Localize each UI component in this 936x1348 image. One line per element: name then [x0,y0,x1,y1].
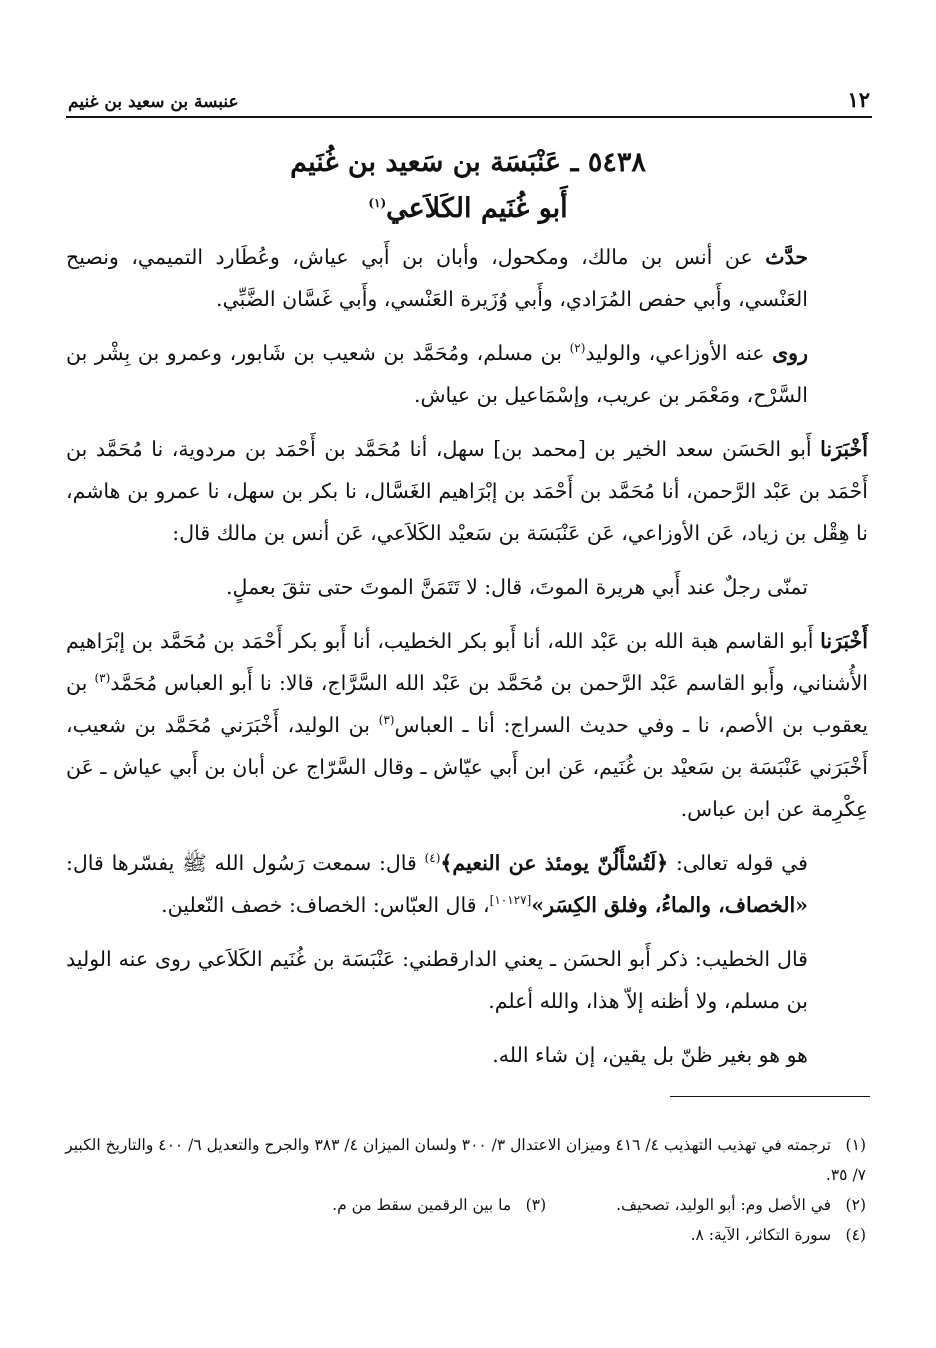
footnote-ref-3a: (٣) [94,671,111,686]
keyword-hadath: حدَّث [765,245,808,269]
footnote-number: (٢) [845,1196,866,1214]
paragraph-text: قال الخطيب: ذكر أَبو الحسَن ـ يعني الدارقطني: عَنْبَسَة بن غُنَيم الكَلاَعي روى عنه الوليد بن مسلم، ولا أظنه إلاّ هذا، والله أعلم. [66,947,808,1013]
entry-title-name: أَبو غُنَيم الكَلاَعي [386,193,568,224]
paragraph-text: أَبو القاسم هبة الله بن عَبْد الله، أنا أَبو بكر الخطيب، أنا أَبو بكر أَحْمَد بن مُحَمَّد بن إبْرَاهيم الأُشناني، وأَبو القاسم عَبْد الرَّحمن بن مُحَمَّد بن عَبْد الله السَّرَّاج، قالا: نا أَبو العباس مُحَمَّد [66,629,868,695]
paragraph-text: عن أنس بن مالك، ومكحول، وأبان بن أَبي عياش، وعُطَارد التميمي، ونصيح العَنْسي، وأَبي حفص المُرَادي، وأَبي وُزَيرة العَنْسي، وأَبي غَسَّان الضَّبِّي. [66,245,808,311]
footnotes [64,1130,866,1250]
paragraph-comment [66,1034,868,1076]
keyword-akhbarana: أَخْبَرَنا [820,629,868,653]
footnote-text: ما بين الرقمين سقط من م. [332,1196,512,1214]
hadith-quote: «الخصاف، والماءُ، وفلق الكِسَر» [531,893,808,917]
hadith-number: [١٠١٢٧] [489,893,532,908]
paragraph-text: بن الوليد، أَخْبَرَني مُحَمَّد بن شعيب، أَخْبَرَني عَنْبَسَة بن سَعيْد بن غُنَيم، عَن ابن أَبي عيّاش ـ وقال السَّرّاج عن أبان بن أَبي عياش ـ عَن عِكْرِمة عن ابن عباس. [66,713,868,821]
footnote-1 [64,1130,866,1190]
footnote-3 [332,1190,546,1220]
paragraph-text: بن يعقوب بن الأصم، نا ـ وفي حديث السراج: أنا ـ العباس [66,671,868,737]
paragraph-text: عنه الأوزاعي، والوليد [585,341,765,365]
keyword-akhbarana: أَخْبَرَنا [820,437,868,461]
paragraph-khatib [66,938,868,1022]
entry-title [60,140,876,232]
entry-title-line2 [60,186,876,232]
paragraph-text: بن مسلم، ومُحَمَّد بن شعيب بن شَابور، وعمرو بن بِشْر بن السَّرْح، ومَعْمَر بن عريب، وإسْمَاعيل بن عياش. [66,341,808,407]
header-rule [66,116,872,118]
entry-title-line1: ٥٤٣٨ ـ عَنْبَسَة بن سَعيد بن غُنَيم [290,147,646,178]
keyword-rawa: روى [772,341,808,365]
footnote-text: ترجمته في تهذيب التهذيب ٤/ ٤١٦ وميزان الاعتدال ٣/ ٣٠٠ ولسان الميزان ٤/ ٣٨٣ والجرح والتعديل ٦/ ٤٠٠ والتاريخ الكبير ٧/ ٣٥. [65,1136,866,1184]
paragraph-hadath [66,236,868,320]
footnote-row [64,1190,866,1220]
page-number: ١٢ [847,87,870,112]
paragraph-isnad-2 [66,620,868,830]
footnote-number: (٣) [525,1196,547,1214]
running-head [68,82,870,112]
footnote-ref-3b: (٣) [378,713,395,728]
paragraph-text: قال: سمعت رَسُول الله ﷺ يفسّرها قال: [66,851,417,875]
footnote-ref-2: (٢) [569,341,586,356]
footnote-number: (٤) [845,1226,866,1244]
running-title: عنبسة بن سعيد بن غنيم [68,92,239,112]
paragraph-text: في قوله تعالى: [675,851,808,875]
footnote-ref-4: (٤) [424,851,441,866]
footnote-number: (١) [845,1136,866,1154]
paragraph-matn-1 [66,566,868,608]
quran-verse: ﴿لَتُسْأَلُنّ يومئذ عن النعيم﴾ [440,851,669,875]
paragraph-text: ، قال العبّاس: الخصاف: خصف النّعلين. [161,893,490,917]
paragraph-isnad-1 [66,428,868,554]
footnote-rule [670,1096,870,1097]
paragraph-text: تمنّى رجلٌ عند أَبي هريرة الموتَ، قال: لا تَتَمَنَّ الموتَ حتى تثقَ بعملٍ. [226,575,808,599]
footnote-text: سورة التكاثر، الآية: ٨. [690,1226,832,1244]
footnote-text: في الأصل وم: أبو الوليد، تصحيف. [616,1196,832,1214]
entry-title-note: (١) [368,196,387,210]
paragraph-matn-2 [66,842,868,926]
paragraph-text: هو هو بغير ظنّ بل يقين، إن شاء الله. [492,1043,808,1067]
footnote-4 [64,1220,866,1250]
footnote-2 [616,1190,866,1220]
paragraph-rawa [66,332,868,416]
paragraph-text: أَبو الحَسَن سعد الخير بن [محمد بن] سهل، أنا مُحَمَّد بن أَحْمَد بن مردوية، نا مُحَمَّد بن أَحْمَد بن عَبْد الرَّحمن، أنا مُحَمَّد بن أَحْمَد بن إبْرَاهيم الغَسَّال، نا بكر بن سهل، نا عمرو بن هاشم، نا هِقْل بن زياد، عَن الأوزاعي، عَن عَنْبَسَة بن سَعيْد الكَلاَعي، عَن أنس بن مالك قال: [66,437,868,545]
entry-body [66,236,868,1088]
